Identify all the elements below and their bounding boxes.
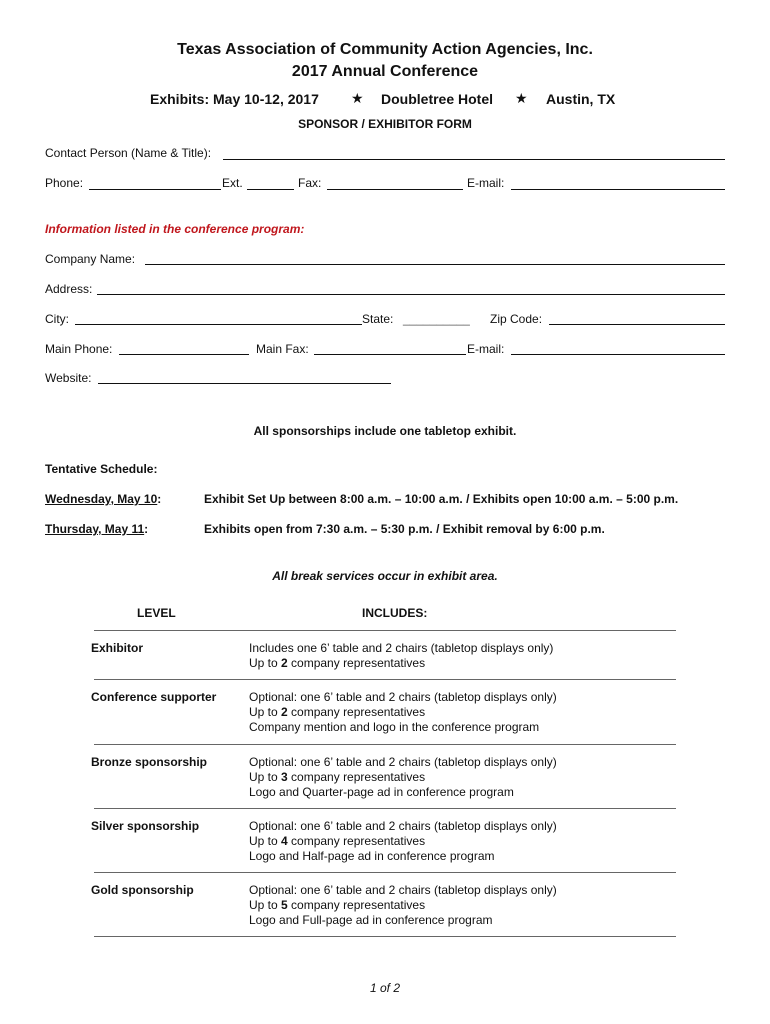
reps-suffix: company representatives: [287, 705, 426, 719]
includes-reps-line: [249, 834, 557, 849]
table-divider: [94, 872, 676, 873]
table-divider: [94, 808, 676, 809]
reps-prefix: Up to: [249, 656, 282, 670]
schedule-day1-label: [45, 492, 161, 506]
state-field[interactable]: __________: [403, 312, 470, 326]
reps-count: 3: [281, 770, 288, 784]
col-includes-header: INCLUDES:: [362, 606, 428, 620]
address-label: Address:: [45, 282, 93, 296]
includes-line: Includes one 6’ table and 2 chairs (tabletop displays only): [249, 641, 554, 655]
level-includes: [249, 883, 557, 928]
level-name: Gold sponsorship: [91, 883, 194, 897]
reps-count: 2: [281, 705, 288, 719]
contact-person-label: Contact Person (Name & Title):: [45, 146, 212, 160]
level-includes: [249, 819, 557, 864]
city-label: City:: [45, 312, 69, 326]
table-divider: [94, 744, 676, 745]
reps-suffix: company representatives: [287, 834, 426, 848]
includes-reps-line: [249, 705, 557, 720]
city-field[interactable]: [75, 324, 362, 325]
includes-line: Company mention and logo in the conference program: [249, 720, 540, 734]
ext-label: Ext.: [222, 176, 243, 190]
schedule-day1-date: Wednesday, May 10: [45, 492, 158, 506]
org-title: Texas Association of Community Action Agencies, Inc.: [177, 41, 593, 58]
reps-prefix: Up to: [249, 834, 282, 848]
hotel-name: Doubletree Hotel: [381, 91, 494, 107]
includes-line: Logo and Half-page ad in conference program: [249, 849, 495, 863]
col-level-header: LEVEL: [137, 606, 176, 620]
reps-count: 5: [281, 898, 288, 912]
table-divider: [94, 679, 676, 680]
level-name: Exhibitor: [91, 641, 144, 655]
form-title: SPONSOR / EXHIBITOR FORM: [298, 117, 472, 131]
exhibit-dates: Exhibits: May 10-12, 2017: [150, 91, 319, 107]
company-name-field[interactable]: [145, 264, 725, 265]
contact-person-field[interactable]: [223, 159, 725, 160]
website-field[interactable]: [98, 383, 391, 384]
reps-suffix: company representatives: [287, 656, 426, 670]
phone-label: Phone:: [45, 176, 84, 190]
reps-suffix: company representatives: [287, 898, 426, 912]
includes-line: Logo and Full-page ad in conference program: [249, 913, 493, 927]
colon: :: [144, 522, 149, 536]
email-field[interactable]: [511, 189, 725, 190]
state-label: State:: [362, 312, 394, 326]
reps-suffix: company representatives: [287, 770, 426, 784]
fax-label: Fax:: [298, 176, 322, 190]
phone-field[interactable]: [89, 189, 221, 190]
fax-field[interactable]: [327, 189, 463, 190]
includes-line: Logo and Quarter-page ad in conference program: [249, 785, 514, 799]
schedule-day2-label: [45, 522, 148, 536]
level-includes: [249, 690, 557, 735]
schedule-day2-date: Thursday, May 11: [45, 522, 145, 536]
page-number: 1 of 2: [369, 981, 401, 995]
includes-line: Optional: one 6’ table and 2 chairs (tabletop displays only): [249, 819, 557, 833]
reps-prefix: Up to: [249, 770, 282, 784]
schedule-day2-text: Exhibits open from 7:30 a.m. – 5:30 p.m. / Exhibit removal by 6:00 p.m.: [204, 522, 605, 536]
reps-prefix: Up to: [249, 705, 282, 719]
schedule-heading: Tentative Schedule:: [45, 462, 158, 476]
company-name-label: Company Name:: [45, 252, 136, 266]
star-icon: ★: [515, 90, 528, 106]
reps-count: 2: [281, 656, 288, 670]
level-includes: [249, 641, 553, 671]
schedule-day1-text: Exhibit Set Up between 8:00 a.m. – 10:00 a.m. / Exhibits open 10:00 a.m. – 5:00 p.m.: [204, 492, 679, 506]
colon: :: [157, 492, 162, 506]
reps-count: 4: [281, 834, 288, 848]
main-fax-field[interactable]: [314, 354, 466, 355]
level-name: Conference supporter: [91, 690, 217, 704]
city-name: Austin, TX: [546, 91, 616, 107]
ext-field[interactable]: [247, 189, 294, 190]
address-field[interactable]: [97, 294, 725, 295]
program-email-field[interactable]: [511, 354, 725, 355]
includes-line: Optional: one 6’ table and 2 chairs (tabletop displays only): [249, 690, 557, 704]
star-icon: ★: [351, 90, 364, 106]
program-info-heading: Information listed in the conference program:: [45, 222, 305, 236]
table-divider: [94, 630, 676, 631]
main-phone-field[interactable]: [119, 354, 249, 355]
conference-title: 2017 Annual Conference: [291, 63, 479, 80]
includes-reps-line: [249, 898, 557, 913]
table-divider: [94, 936, 676, 937]
reps-prefix: Up to: [249, 898, 282, 912]
break-note: All break services occur in exhibit area.: [272, 569, 498, 583]
includes-line: Optional: one 6’ table and 2 chairs (tabletop displays only): [249, 755, 557, 769]
zip-field[interactable]: [549, 324, 725, 325]
main-fax-label: Main Fax:: [256, 342, 309, 356]
includes-reps-line: [249, 656, 553, 671]
includes-line: Optional: one 6’ table and 2 chairs (tabletop displays only): [249, 883, 557, 897]
level-name: Silver sponsorship: [91, 819, 200, 833]
level-name: Bronze sponsorship: [91, 755, 208, 769]
program-email-label: E-mail:: [467, 342, 505, 356]
level-includes: [249, 755, 557, 800]
zip-label: Zip Code:: [490, 312, 543, 326]
includes-reps-line: [249, 770, 557, 785]
email-label: E-mail:: [467, 176, 505, 190]
sponsorship-note: All sponsorships include one tabletop exhibit.: [253, 424, 517, 438]
website-label: Website:: [45, 371, 92, 385]
main-phone-label: Main Phone:: [45, 342, 113, 356]
